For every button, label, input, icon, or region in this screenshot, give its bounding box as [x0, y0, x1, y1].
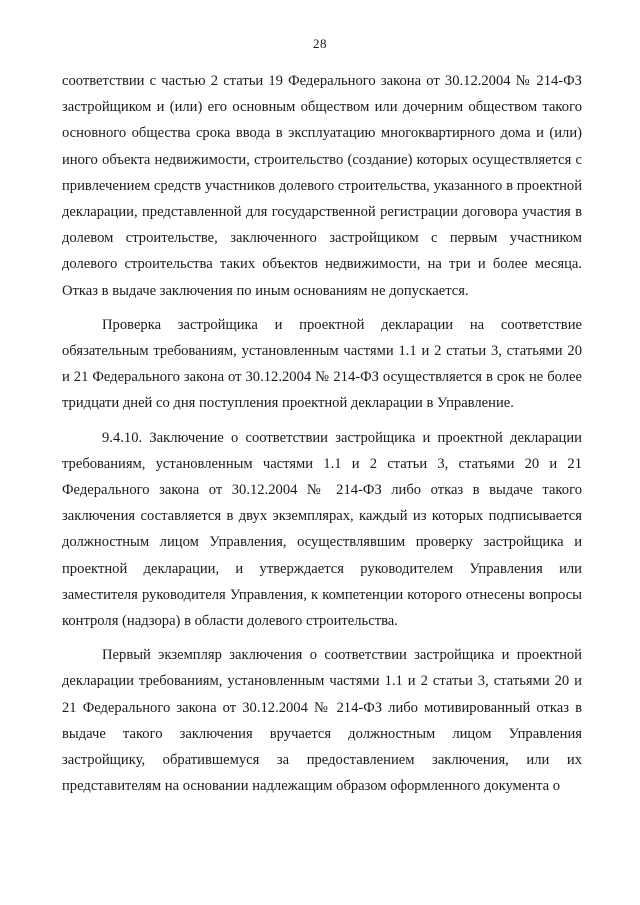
paragraph-inspection-term: Проверка застройщика и проектной декларации на соответствие обязательным требованиям, установленным частями 1.1 и 2 статьи 3, статьями 20 и 21 Федерального закона от 30.12.2004 № 214-ФЗ осуществляется в срок не более тридцати дней со дня поступления проектной декларации в Управление.	[62, 316, 582, 412]
document-body	[62, 68, 582, 799]
page-number: 28	[313, 36, 327, 51]
paragraph-continuation: соответствии с частью 2 статьи 19 Федерального закона от 30.12.2004 № 214-ФЗ застройщиком и (или) его основным обществом или дочерним обществом такого основного общества срока ввода в эксплуатацию многоквартирного дома и (или) иного объекта недвижимости, строительство (создание) которых осуществляется с привлечением средств участников долевого строительства, указанного в проектной декларации, представленной для государственной регистрации договора участия в долевом строительстве, заключенного застройщиком с первым участником долевого строительства таких объектов недвижимости, на три и более месяца. Отказ в выдаче заключения по иным основаниям не допускается.	[62, 73, 582, 299]
paragraph-9-4-10: 9.4.10. Заключение о соответствии застройщика и проектной декларации требованиям, установленным частями 1.1 и 2 статьи 3, статьями 20 и 21 Федерального закона от 30.12.2004 № 214-ФЗ либо отказ в выдаче такого заключения составляется в двух экземплярах, каждый из которых подписывается должностным лицом Управления, осуществлявшим проверку застройщика и проектной декларации, и утверждается руководителем Управления или заместителя руководителя Управления, к компетенции которого отнесены вопросы контроля (надзора) в области долевого строительства.	[62, 429, 582, 630]
paragraph-first-copy: Первый экземпляр заключения о соответствии застройщика и проектной декларации требованиям, установленным частями 1.1 и 2 статьи 3, статьями 20 и 21 Федерального закона от 30.12.2004 № 214-ФЗ либо мотивированный отказ в выдаче такого заключения вручается должностным лицом Управления застройщику, обратившемуся за предоставлением заключения, или их представителям на основании надлежащим образом оформленного документа о	[62, 647, 582, 795]
